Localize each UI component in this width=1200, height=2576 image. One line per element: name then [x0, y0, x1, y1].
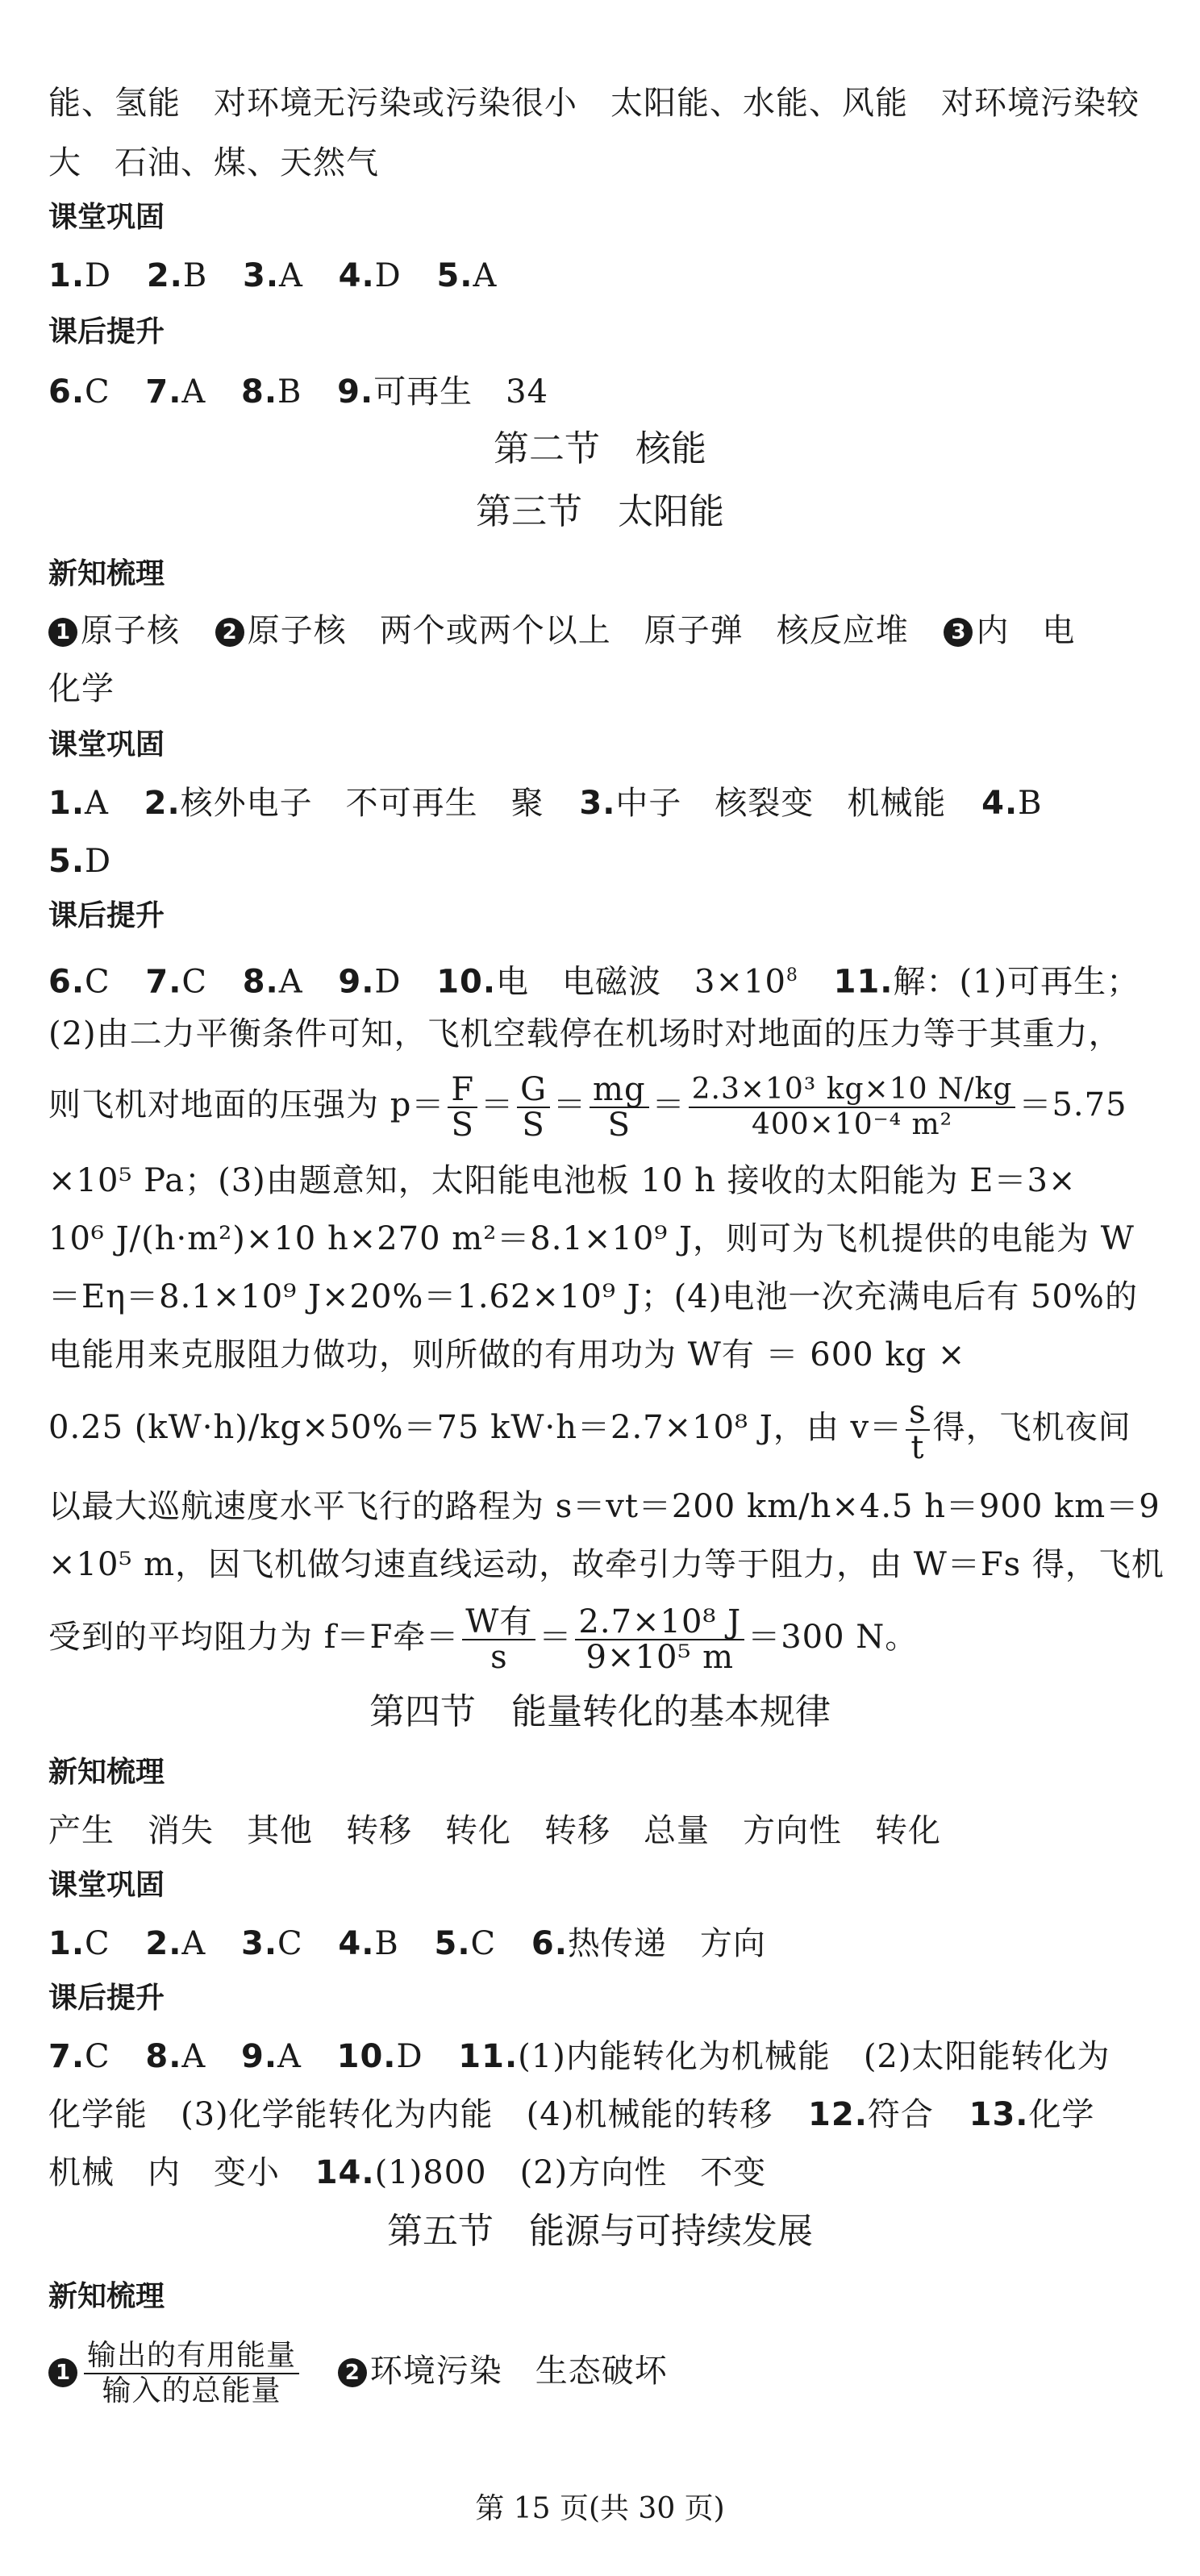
section-label: 课后提升 — [48, 1982, 165, 2015]
answer-line: 7.C 8.A 9.A 10.D 11.(1)内能转化为机械能 (2)太阳能转化为 — [48, 2038, 1110, 2075]
fraction: $\frac{\text{2.7×10⁸ J}}{\text{9×10⁵ m}}$ — [575, 1605, 744, 1674]
text-line: 电能用来克服阻力做功，则所做的有用功为 W有 ＝ 600 kg × — [48, 1336, 966, 1373]
fraction: $\frac{\text{输出的有用能量}}{\text{输入的总能量}}$ — [84, 2339, 299, 2408]
text-line: 化学 — [48, 670, 115, 707]
circled-number: 3 — [944, 618, 973, 647]
answer-line: 6.C 7.A 8.B 9.可再生 34 — [48, 373, 549, 411]
answer-line: 6.C 7.C 8.A 9.D 10.电 电磁波 $3\times 10^8$ 11.解：(1)可再生； — [48, 963, 1140, 1001]
section-title: 第五节 能源与可持续发展 — [387, 2211, 813, 2252]
answer-line: 机械 内 变小 14.(1)800 (2)方向性 不变 — [48, 2154, 767, 2191]
page-footer: 第 15 页(共 30 页) — [475, 2492, 725, 2525]
answer-line: 1 原子核 2 原子核 两个或两个以上 原子弹 核反应堆 3 内 电 — [48, 611, 1168, 650]
section-title: 第二节 核能 — [494, 428, 706, 469]
section-label: 新知梳理 — [48, 557, 165, 590]
formula-line: 则飞机对地面的压强为 p＝ $\frac{F}{S}$ ＝ $\frac{G}{S}$ ＝ $\frac{mg}{S}$ ＝ $\frac{\text{2.3×10³ kg×10 N/kg}}{\text{400×10⁻⁴ m²}}$ ＝5.75 — [48, 1071, 1127, 1144]
answer-line: 1.C 2.A 3.C 4.B 5.C 6.热传递 方向 — [48, 1925, 766, 1962]
answer-line: 产生 消失 其他 转移 转化 转移 总量 方向性 转化 — [48, 1812, 941, 1849]
answer-line: 1.D 2.B 3.A 4.D 5.A — [48, 257, 498, 294]
text-line: 能、氢能 对环境无污染或污染很小 太阳能、水能、风能 对环境污染较 — [48, 85, 1140, 122]
section-title: 第四节 能量转化的基本规律 — [369, 1691, 831, 1732]
answer-line: 1.A 2.核外电子 不可再生 聚 3.中子 核裂变 机械能 4.B — [48, 785, 1043, 822]
section-label: 课堂巩固 — [48, 728, 165, 761]
section-label: 课堂巩固 — [48, 1869, 165, 1902]
text-line: 以最大巡航速度水平飞行的路程为 s＝vt＝200 km/h×4.5 h＝900 km＝9 — [48, 1488, 1160, 1525]
answer-line: 化学能 (3)化学能转化为内能 (4)机械能的转移 12.符合 13.化学 — [48, 2096, 1095, 2133]
text-line: ＝Eη＝8.1×10⁹ J×20%＝1.62×10⁹ J；(4)电池一次充满电后有 50%的 — [48, 1278, 1138, 1315]
section-title: 第三节 太阳能 — [476, 491, 724, 532]
text-line: (2)由二力平衡条件可知，飞机空载停在机场时对地面的压力等于其重力， — [48, 1015, 1122, 1052]
text-line: ×10⁵ Pa；(3)由题意知，太阳能电池板 10 h 接收的太阳能为 E＝3× — [48, 1162, 1077, 1199]
section-label: 课后提升 — [48, 899, 165, 932]
fraction: $\frac{s}{t}$ — [906, 1395, 930, 1465]
fraction: $\frac{mg}{S}$ — [590, 1073, 649, 1142]
text-line: ×10⁵ m，因飞机做匀速直线运动，故牵引力等于阻力，由 W＝Fs 得，飞机 — [48, 1546, 1165, 1583]
section-label: 新知梳理 — [48, 2280, 165, 2313]
fraction: $\frac{G}{S}$ — [517, 1073, 550, 1142]
formula-line: 0.25 (kW·h)/kg×50%＝75 kW·h＝2.7×10⁸ J，由 v＝ $\frac{s}{t}$ 得，飞机夜间 — [48, 1394, 1131, 1466]
circled-number: 1 — [48, 2358, 77, 2387]
circled-number: 1 — [48, 618, 77, 647]
section-label: 新知梳理 — [48, 1756, 165, 1789]
fraction: $\frac{F}{S}$ — [448, 1073, 477, 1142]
section-label: 课堂巩固 — [48, 201, 165, 234]
circled-number: 2 — [215, 618, 244, 647]
formula-line: 受到的平均阻力为 f＝F牵＝ $\frac{\text{W有}}{s}$ ＝ $\frac{\text{2.7×10⁸ J}}{\text{9×10⁵ m}}$ ＝300 N。 — [48, 1603, 919, 1676]
fraction: $\frac{\text{2.3×10³ kg×10 N/kg}}{\text{400×10⁻⁴ m²}}$ — [689, 1073, 1016, 1142]
answer-line: 1 $\frac{\text{输出的有用能量}}{\text{输入的总能量}}$ 2 环境污染 生态破坏 — [48, 2332, 1168, 2410]
circled-number: 2 — [338, 2358, 367, 2387]
fraction: $\frac{\text{W有}}{s}$ — [462, 1605, 535, 1674]
answer-line: 5.D — [48, 843, 112, 880]
text-line: 大 石油、煤、天然气 — [48, 144, 379, 181]
section-label: 课后提升 — [48, 315, 165, 348]
text-line: 10⁶ J/(h·m²)×10 h×270 m²＝8.1×10⁹ J，则可为飞机提供的电能为 W — [48, 1220, 1135, 1257]
